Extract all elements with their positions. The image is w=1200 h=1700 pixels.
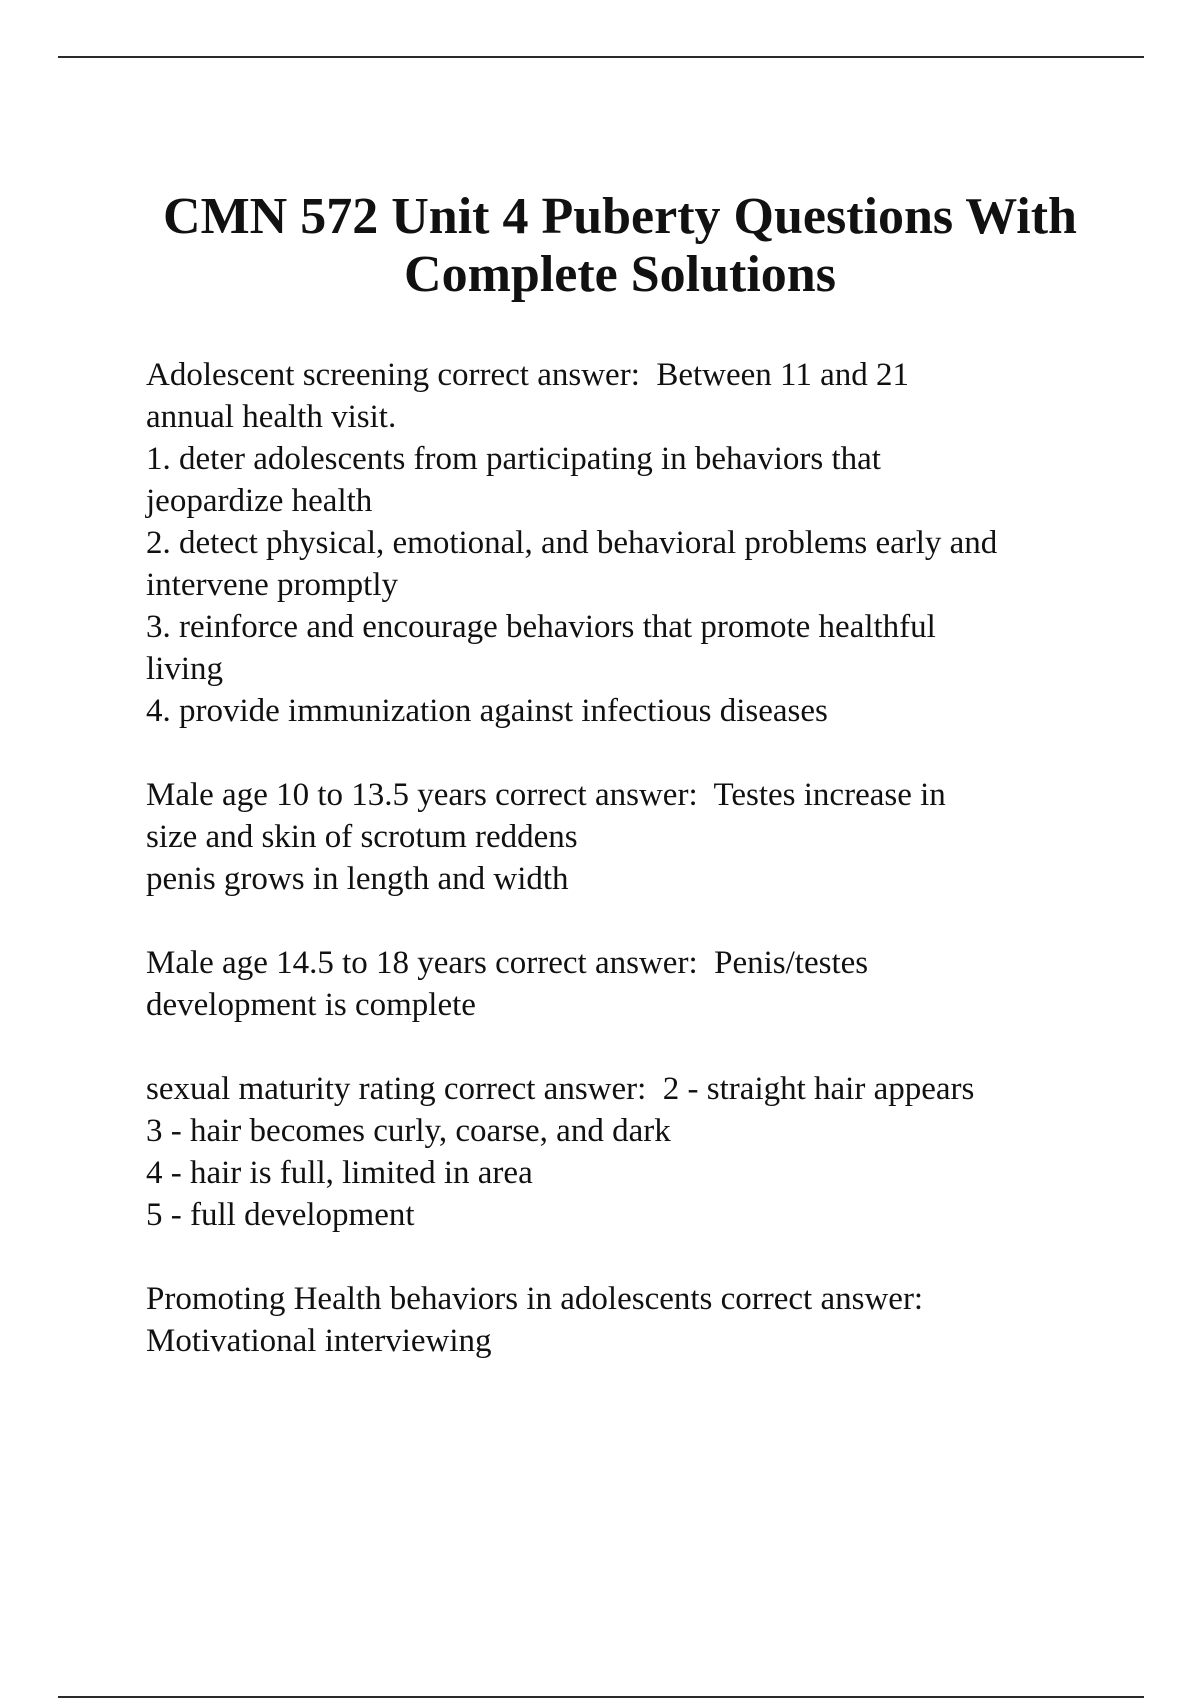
qa-list [146,354,1146,1404]
qa-item-adolescent-screening [146,354,1146,732]
qa-line: size and skin of scrotum reddens [146,819,578,855]
qa-line: Motivational interviewing [146,1323,492,1359]
qa-item-sexual-maturity-rating [146,1068,1146,1236]
qa-line: 1. deter adolescents from participating in behaviors that [146,441,881,477]
top-rule [58,56,1144,58]
title-line: Complete Solutions [404,246,836,303]
qa-line: 3. reinforce and encourage behaviors that promote healthful [146,609,936,645]
qa-line: 4 - hair is full, limited in area [146,1155,533,1191]
qa-line: annual health visit. [146,399,397,435]
title-line: CMN 572 Unit 4 Puberty Questions With [163,188,1077,245]
qa-item-male-14-18 [146,942,1146,1026]
qa-line: 4. provide immunization against infectious diseases [146,693,828,729]
qa-line: Male age 14.5 to 18 years correct answer: Penis/testes [146,945,869,981]
qa-line: Adolescent screening correct answer: Between 11 and 21 [146,357,909,393]
bottom-rule [58,1696,1144,1698]
qa-line: 5 - full development [146,1197,415,1233]
qa-line: Male age 10 to 13.5 years correct answer: Testes increase in [146,777,946,813]
qa-line: 2. detect physical, emotional, and behavioral problems early and [146,525,998,561]
qa-line: 3 - hair becomes curly, coarse, and dark [146,1113,671,1149]
qa-line: sexual maturity rating correct answer: 2 - straight hair appears [146,1071,975,1107]
qa-line: development is complete [146,987,476,1023]
qa-line: penis grows in length and width [146,861,569,897]
qa-item-promoting-health [146,1278,1146,1362]
qa-item-male-10-13 [146,774,1146,900]
page-title [100,188,1140,304]
qa-line: jeopardize health [146,483,373,519]
qa-line: living [146,651,224,687]
qa-line: intervene promptly [146,567,399,603]
qa-line: Promoting Health behaviors in adolescents correct answer: [146,1281,924,1317]
